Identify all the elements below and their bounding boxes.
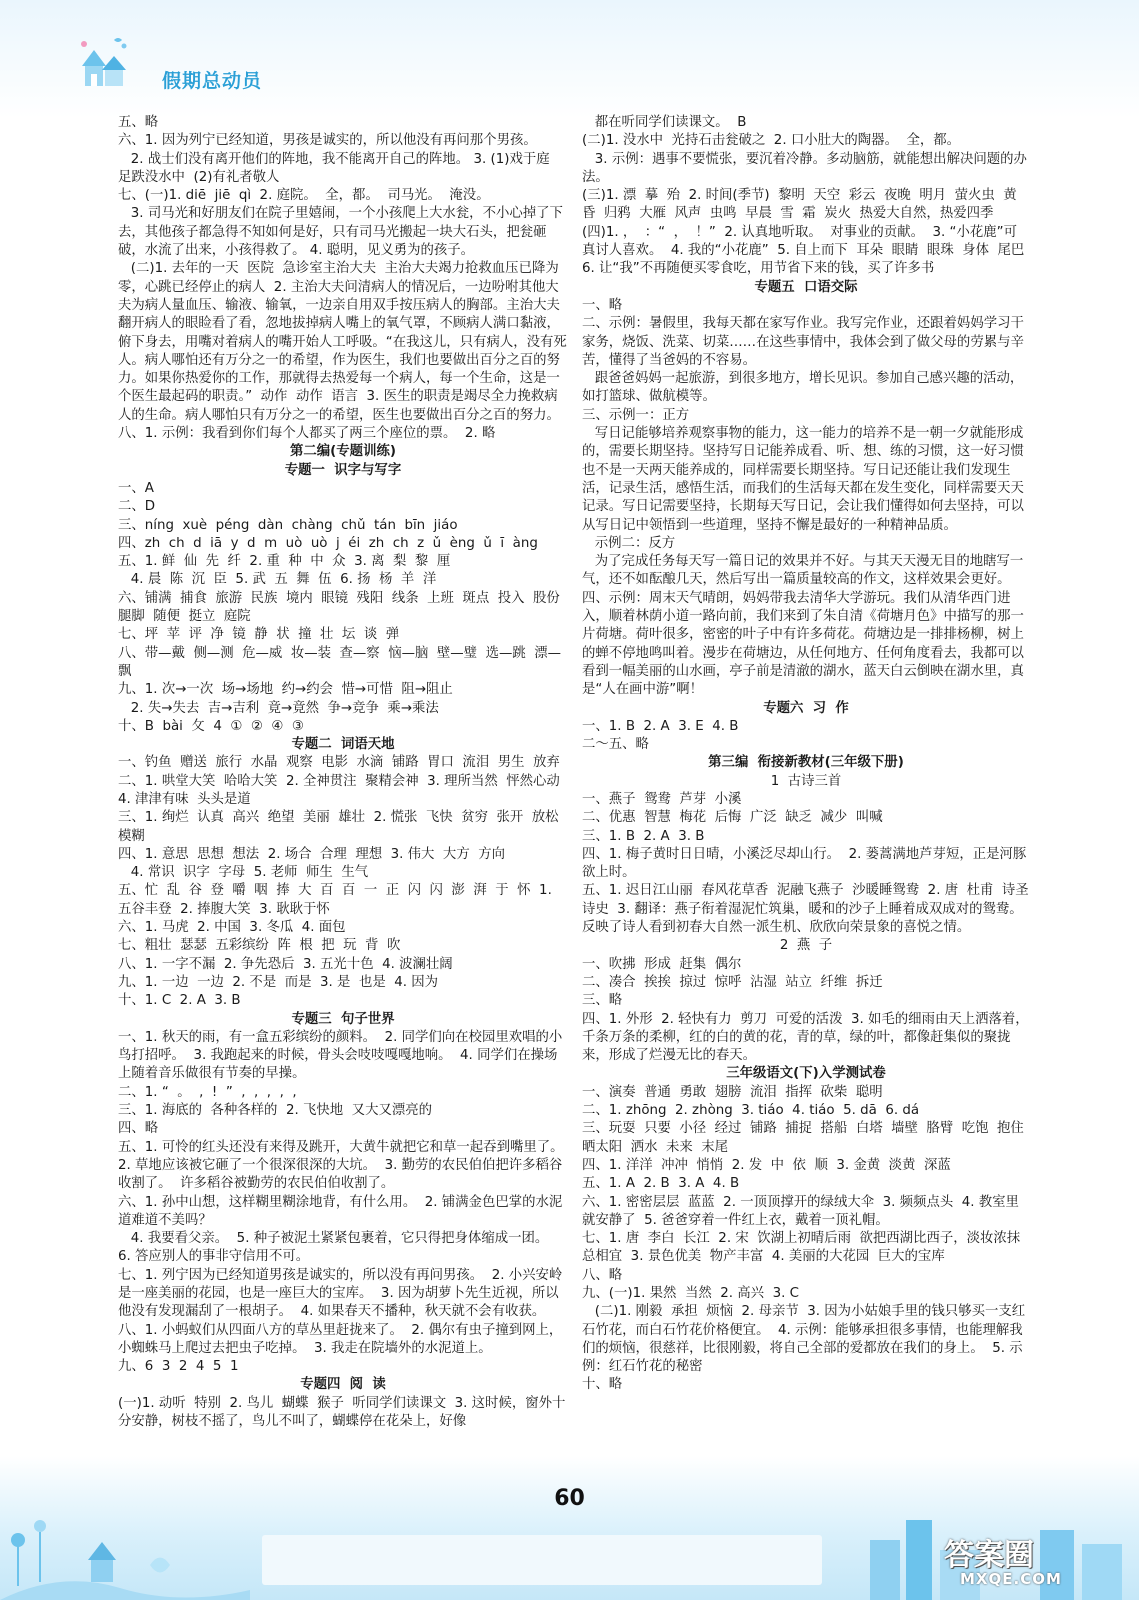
answer-line: 一、燕子 鸳鸯 芦芽 小溪 xyxy=(582,791,742,807)
answer-line: 三、1. 海底的 各种各样的 2. 飞快地 又大又漂亮的 xyxy=(118,1103,433,1119)
answer-line: 一、钓鱼 赠送 旅行 水晶 观察 电影 水滴 铺路 胃口 流泪 男生 放弃 xyxy=(118,755,560,771)
page-header xyxy=(0,0,1139,118)
answer-line: 九、6 3 2 4 5 1 xyxy=(118,1359,239,1375)
answer-line: 七、1. 列宁因为已经知道男孩是诚实的，所以没有再问男孩。 2. 小兴安岭是一座美丽的花园，也是一座巨大的宝库。 3. 因为胡萝卜先生近视，所以他没有发现漏刮了一根胡子。 4. 如果春天不播种，秋天就不会有收获。 xyxy=(118,1267,563,1320)
section-heading: 专题二 词语天地 xyxy=(291,737,395,753)
section-heading: 专题四 阅 读 xyxy=(300,1377,386,1393)
answer-line: 五、忙 乱 谷 登 嚼 咽 捧 大 百 百 一 正 闪 闪 澎 湃 于 怀 1. 五谷丰登 2. 捧腹大笑 3. 耿耿于怀 xyxy=(118,883,557,917)
answer-line: 三、1. 绚烂 认真 高兴 绝望 美丽 雄壮 2. 慌张 飞快 贫穷 张开 放松 模糊 xyxy=(118,810,568,844)
answer-line: 3. 司马光和好朋友们在院子里嬉闹，一个小孩爬上大水瓮，不小心掉了下去，其他孩子都急得不知如何是好，只有司马光搬起一块大石头，把瓮砸破，水流了出来，小孩得救了。 4. 聪明，见义勇为的孩子。 xyxy=(118,206,563,259)
answer-line: 都在听同学们读课文。 B xyxy=(582,115,747,130)
answer-line: 九、1. 次→一次 场→场地 约→约会 惜→可惜 阻→阻止 xyxy=(118,682,453,698)
section-heading: 专题六 习 作 xyxy=(763,700,849,716)
answer-line: 五、1. A 2. B 3. A 4. B xyxy=(582,1176,740,1192)
answer-line: (二)1. 没水中 光持石击瓮破之 2. 口小肚大的陶器。 全，都。 xyxy=(582,133,961,149)
answer-line: 4. 晨 陈 沉 臣 5. 武 五 舞 伍 6. 扬 杨 羊 洋 xyxy=(118,572,437,588)
answer-line: 四、1. 梅子黄时日日晴，小溪泛尽却山行。 2. 蒌蒿满地芦芽短，正是河豚欲上时。 xyxy=(582,846,1027,881)
answer-line: 七、1. 唐 李白 长江 2. 宋 饮湖上初晴后雨 欲把西湖比西子，淡妆浓抹总相宜 3. 景色优美 物产丰富 4. 美丽的大花园 巨大的宝库 xyxy=(582,1231,1021,1265)
answer-line: 四、zh ch d iā y d m uò uò j éi zh ch z ǔ èng ǔ ī àng xyxy=(118,535,538,551)
section-heading: 2 燕 子 xyxy=(779,938,833,954)
brand-title: 假期总动员 xyxy=(162,70,263,92)
answer-line: 4. 我要看父亲。 5. 种子被泥土紧紧包裹着，它只得把身体缩成一团。 6. 答应别人的事非守信用不可。 xyxy=(118,1231,557,1265)
answer-line: 五、1. 鲜 仙 先 纤 2. 重 种 中 众 3. 离 梨 黎 厘 xyxy=(118,554,451,570)
answer-line: 十、B bài 攵 4 ① ② ④ ③ xyxy=(118,718,304,734)
page-number: 60 xyxy=(554,1486,585,1511)
answer-line: 一、吹拂 形成 赶集 偶尔 xyxy=(582,956,742,972)
answer-line: 写日记能够培养观察事物的能力，这一能力的培养不是一朝一夕就能形成的，需要长期坚持。坚持写日记能养成看、听、想、练的习惯，这一好习惯也不是一天两天能养成的，同样需要长期坚持。写日记还能让我们发现生活，记录生活，感悟生活，而我们的生活每天都在发生变化，同样需要天天记录。写日记需要坚持，长期每天写日记，会让我们懂得如何去坚持，可以从写日记中领悟到一些道理，坚持不懈是最好的一种精神品质。 xyxy=(582,426,1024,533)
section-heading: 第二编(专题训练) xyxy=(290,444,396,460)
section-heading: 1 古诗三首 xyxy=(770,773,842,789)
answer-line: 五、1. 可怜的红头还没有来得及跳开，大黄牛就把它和草一起吞到嘴里了。 2. 草地应该被它砸了一个很深很深的大坑。 3. 勤劳的农民伯伯把许多稻谷收割了。 许多稻谷被勤劳的农民伯伯收割了。 xyxy=(118,1139,573,1192)
answer-line: 4. 常识 识字 字母 5. 老师 师生 生气 xyxy=(118,865,369,881)
answer-line: 二、凑合 挨挨 掠过 惊呼 沾湿 站立 纤维 拆迁 xyxy=(582,974,883,990)
answer-line: 十、1. C 2. A 3. B xyxy=(118,993,241,1009)
section-heading: 专题五 口语交际 xyxy=(754,279,858,295)
answer-line: 三、略 xyxy=(582,993,623,1009)
answer-line: 一、1. B 2. A 3. E 4. B xyxy=(582,718,739,734)
answer-line: 二～五、略 xyxy=(582,737,649,753)
watermark-logo: 答案圈 xyxy=(944,1538,1034,1573)
answer-line: 2. 战士们没有离开他们的阵地，我不能离开自己的阵地。 3. (1)戏于庭 足跌没水中 (2)有礼者敬人 xyxy=(118,151,559,185)
answer-line: 一、演奏 普通 勇敢 翅膀 流泪 指挥 砍柴 聪明 xyxy=(582,1084,883,1100)
answer-line: 三、níng xuè péng dàn chàng chǔ tán bīn jiáo xyxy=(118,517,458,533)
answer-line: 一、A xyxy=(118,480,154,496)
answer-line: (三)1. 漂 摹 殆 2. 时间(季节) 黎明 天空 彩云 夜晚 明月 萤火虫 黄昏 归鸦 大雁 风声 虫鸣 早晨 雪 霜 炭火 热爱大自然，热爱四季 xyxy=(582,188,1017,222)
section-heading: 第三编 衔接新教材(三年级下册) xyxy=(708,755,904,771)
section-heading: 专题三 句子世界 xyxy=(291,1011,395,1027)
answer-line: 二、1. “ 。 , ! ” , , , , , xyxy=(118,1084,297,1100)
answer-line: 跟爸爸妈妈一起旅游，到很多地方，增长见识。参加自己感兴趣的活动，如打篮球、做航模等。 xyxy=(582,371,1024,405)
answer-line: 八、带—戴 侧—测 危—威 妆—装 查—察 恼—脑 壁—璧 选—跳 漂—飘 xyxy=(118,645,562,679)
house-logo-icon xyxy=(74,36,136,94)
footer-banner xyxy=(262,1535,822,1585)
answer-line: 四、1. 外形 2. 轻快有力 剪刀 可爱的活泼 3. 如毛的细雨由天上洒落着，千条万条的柔柳，红的白的黄的花，青的草，绿的叶，都像赶集似的聚拢来，形成了烂漫无比的春天。 xyxy=(582,1011,1029,1064)
answer-line: 六、1. 密密层层 蓝蓝 2. 一顶顶撑开的绿绒大伞 3. 频频点头 4. 教室里就安静了 5. 爸爸穿着一件红上衣，戴着一顶礼帽。 xyxy=(582,1194,1019,1228)
answer-line: 四、示例：周末天气晴朗，妈妈带我去清华大学游玩。我们从清华西门进入，顺着林荫小道一路向前，我们来到了朱自清《荷塘月色》中描写的那一片荷塘。荷叶很多，密密的叶子中有许多荷花。荷塘边是一排排杨柳，树上的蝉不停地鸣叫着。漫步在荷塘边，从任何地方、任何角度看去，我都可以看到一幅美丽的山水画，亭子前是清澈的湖水，蓝天白云倒映在湖水里，真是“人在画中游”啊！ xyxy=(582,590,1024,698)
answer-line: 示例二：反方 xyxy=(582,535,676,551)
answer-line: 二、D xyxy=(118,499,156,515)
answer-line: 三、1. B 2. A 3. B xyxy=(582,828,705,844)
right-column xyxy=(582,114,1038,1395)
answer-line: 八、略 xyxy=(582,1267,623,1283)
answer-line: 八、1. 一字不漏 2. 争先恐后 3. 五光十色 4. 波澜壮阔 xyxy=(118,956,453,972)
section-heading: 三年级语文(下)入学测试卷 xyxy=(726,1066,886,1082)
answer-line: 七、粗壮 瑟瑟 五彩缤纷 阵 根 把 玩 背 吹 xyxy=(118,938,401,954)
answer-line: 一、1. 秋天的雨，有一盒五彩缤纷的颜料。 2. 同学们向在校园里欢唱的小鸟打招呼。 3. 我跑起来的时候，骨头会吱吱嘎嘎地响。 4. 同学们在操场上随着音乐做很有节奏的早操。 xyxy=(118,1029,563,1082)
answer-line: 六、1. 因为列宁已经知道，男孩是诚实的，所以他没有再问那个男孩。 xyxy=(118,133,537,149)
answer-line: 为了完成任务每天写一篇日记的效果并不好。与其天天漫无目的地瞎写一气，还不如酝酿几天，然后写出一篇质量较高的作文，这样效果会更好。 xyxy=(582,554,1024,588)
answer-line: 八、1. 示例：我看到你们每个人都买了两三个座位的票。 2. 略 xyxy=(118,426,496,442)
answer-line: (二)1. 去年的一天 医院 急诊室主治大夫 主治大夫竭力抢救血压已降为零，心跳已经停止的病人 2. 主治大夫问清病人的情况后，一边吩咐其他大夫为病人量血压、输液、输氧，一边亲自用双手按压病人的胸部。主治大夫翻开病人的眼睑看了看，忽地拔掉病人嘴上的氧气罩，不顾病人满口黏液，俯下身去，用嘴对着病人的嘴开始人工呼吸。“在我这儿，只有病人，没有死人。病人哪怕还有万分之一的希望，作为医生，我们也要做出百分之百的努力。如果你热爱你的工作，那就得去热爱每一个病人，每一个生命，这是一个医生最起码的职责。” 动作 动作 语言 3. 医生的职责是竭尽全力挽救病人的生命。病人哪怕只有万分之一的希望，医生也要做出百分之百的努力。 xyxy=(118,261,567,423)
answer-line: 十、略 xyxy=(582,1377,623,1393)
answer-line: (二)1. 刚毅 承担 烦恼 2. 母亲节 3. 因为小姑娘手里的钱只够买一支红石竹花，而白石竹花价格便宜。 4. 示例：能够承担很多事情，也能理解我们的烦恼，很慈祥，比很刚毅，将自己全部的爱都放在我们的身上。 5. 示例：红石竹花的秘密 xyxy=(582,1304,1026,1375)
answer-line: 三、示例一：正方 xyxy=(582,407,690,423)
answer-line: 九、(一)1. 果然 当然 2. 高兴 3. C xyxy=(582,1286,799,1301)
answer-line: 六、铺满 捕食 旅游 民族 境内 眼镜 残阳 线条 上班 斑点 投入 股份 腿脚 随便 挺立 庭院 xyxy=(118,590,569,625)
answer-line: 二、示例：暑假里，我每天都在家写作业。我写完作业，还跟着妈妈学习干家务，烧饭、洗菜、切菜……在这些事情中，我体会到了做父母的劳累与辛苦，懂得了当爸妈的不容易。 xyxy=(582,316,1024,368)
answer-line: 六、1. 马虎 2. 中国 3. 冬瓜 4. 面包 xyxy=(118,920,346,936)
left-column xyxy=(118,114,573,1431)
answer-line: 四、略 xyxy=(118,1121,159,1137)
answer-line: 七、坪 苹 评 净 镜 静 状 撞 壮 坛 谈 弹 xyxy=(118,627,400,643)
section-heading: 专题一 识字与写字 xyxy=(284,462,402,478)
answer-line: 五、略 xyxy=(118,115,159,130)
answer-line: 二、优惠 智慧 梅花 后悔 广泛 缺乏 减少 叫喊 xyxy=(582,810,883,826)
answer-line: 六、1. 孙中山想，这样糊里糊涂地背，有什么用。 2. 铺满金色巴掌的水泥道难道不美吗？ xyxy=(118,1194,563,1228)
answer-line: 3. 示例：遇事不要慌张，要沉着冷静。多动脑筋，就能想出解决问题的办法。 xyxy=(582,151,1027,185)
answer-line: 二、1. 哄堂大笑 哈哈大笑 2. 全神贯注 聚精会神 3. 理所当然 怦然心动 4. 津津有味 头头是道 xyxy=(118,773,569,807)
answer-line: 五、1. 迟日江山丽 春风花草香 泥融飞燕子 沙暖睡鸳鸯 2. 唐 杜甫 诗圣 诗史 3. 翻译：燕子衔着湿泥忙筑巢，暖和的沙子上睡着成双成对的鸳鸯。反映了诗人看到初春大自然一派生机、欣欣向荣景象的喜悦之情。 xyxy=(582,883,1038,936)
answer-line: 四、1. 洋洋 冲冲 悄悄 2. 发 中 依 顺 3. 金黄 淡黄 深蓝 xyxy=(582,1157,951,1173)
answer-line: 四、1. 意思 思想 想法 2. 场合 合理 理想 3. 伟大 大方 方向 xyxy=(118,846,506,862)
answer-line: 七、(一)1. diē jiē qì 2. 庭院。 全，都。 司马光。 淹没。 xyxy=(118,188,490,204)
answer-line: 2. 失→失去 吉→吉利 竟→竟然 争→竞争 乘→乘法 xyxy=(118,700,439,716)
answer-line: 九、1. 一边 一边 2. 不是 而是 3. 是 也是 4. 因为 xyxy=(118,974,439,990)
answer-line: 三、玩耍 只要 小径 经过 铺路 捕捉 搭船 白塔 墙壁 胳臂 吃饱 抱住 晒太阳 洒水 未来 末尾 xyxy=(582,1121,1033,1155)
answer-line: 八、1. 小蚂蚁们从四面八方的草丛里赶拢来了。 2. 偶尔有虫子撞到网上，小蜘蛛马上爬过去把虫子吃掉。 3. 我走在院墙外的水泥道上。 xyxy=(118,1322,563,1356)
answer-line: 二、1. zhōng 2. zhòng 3. tiáo 4. tiáo 5. dā 6. dá xyxy=(582,1103,920,1119)
answer-line: 一、略 xyxy=(582,297,623,313)
watermark-url: MXQE.COM xyxy=(960,1570,1062,1588)
answer-line: (一)1. 动听 特别 2. 鸟儿 蝴蝶 猴子 听同学们读课文 3. 这时候，窗外十分安静，树枝不摇了，鸟儿不叫了，蝴蝶停在花朵上，好像 xyxy=(118,1395,566,1430)
answer-line: (四)1. ， ：“ ， ！” 2. 认真地听取。 对事业的贡献。 3. “小花鹿”可真讨人喜欢。 4. 我的“小花鹿” 5. 自上而下 耳朵 眼睛 眼珠 身体 尾巴 6. 让“我”不再随便买零食吃，用节省下来的钱，买了许多书 xyxy=(582,224,1033,277)
